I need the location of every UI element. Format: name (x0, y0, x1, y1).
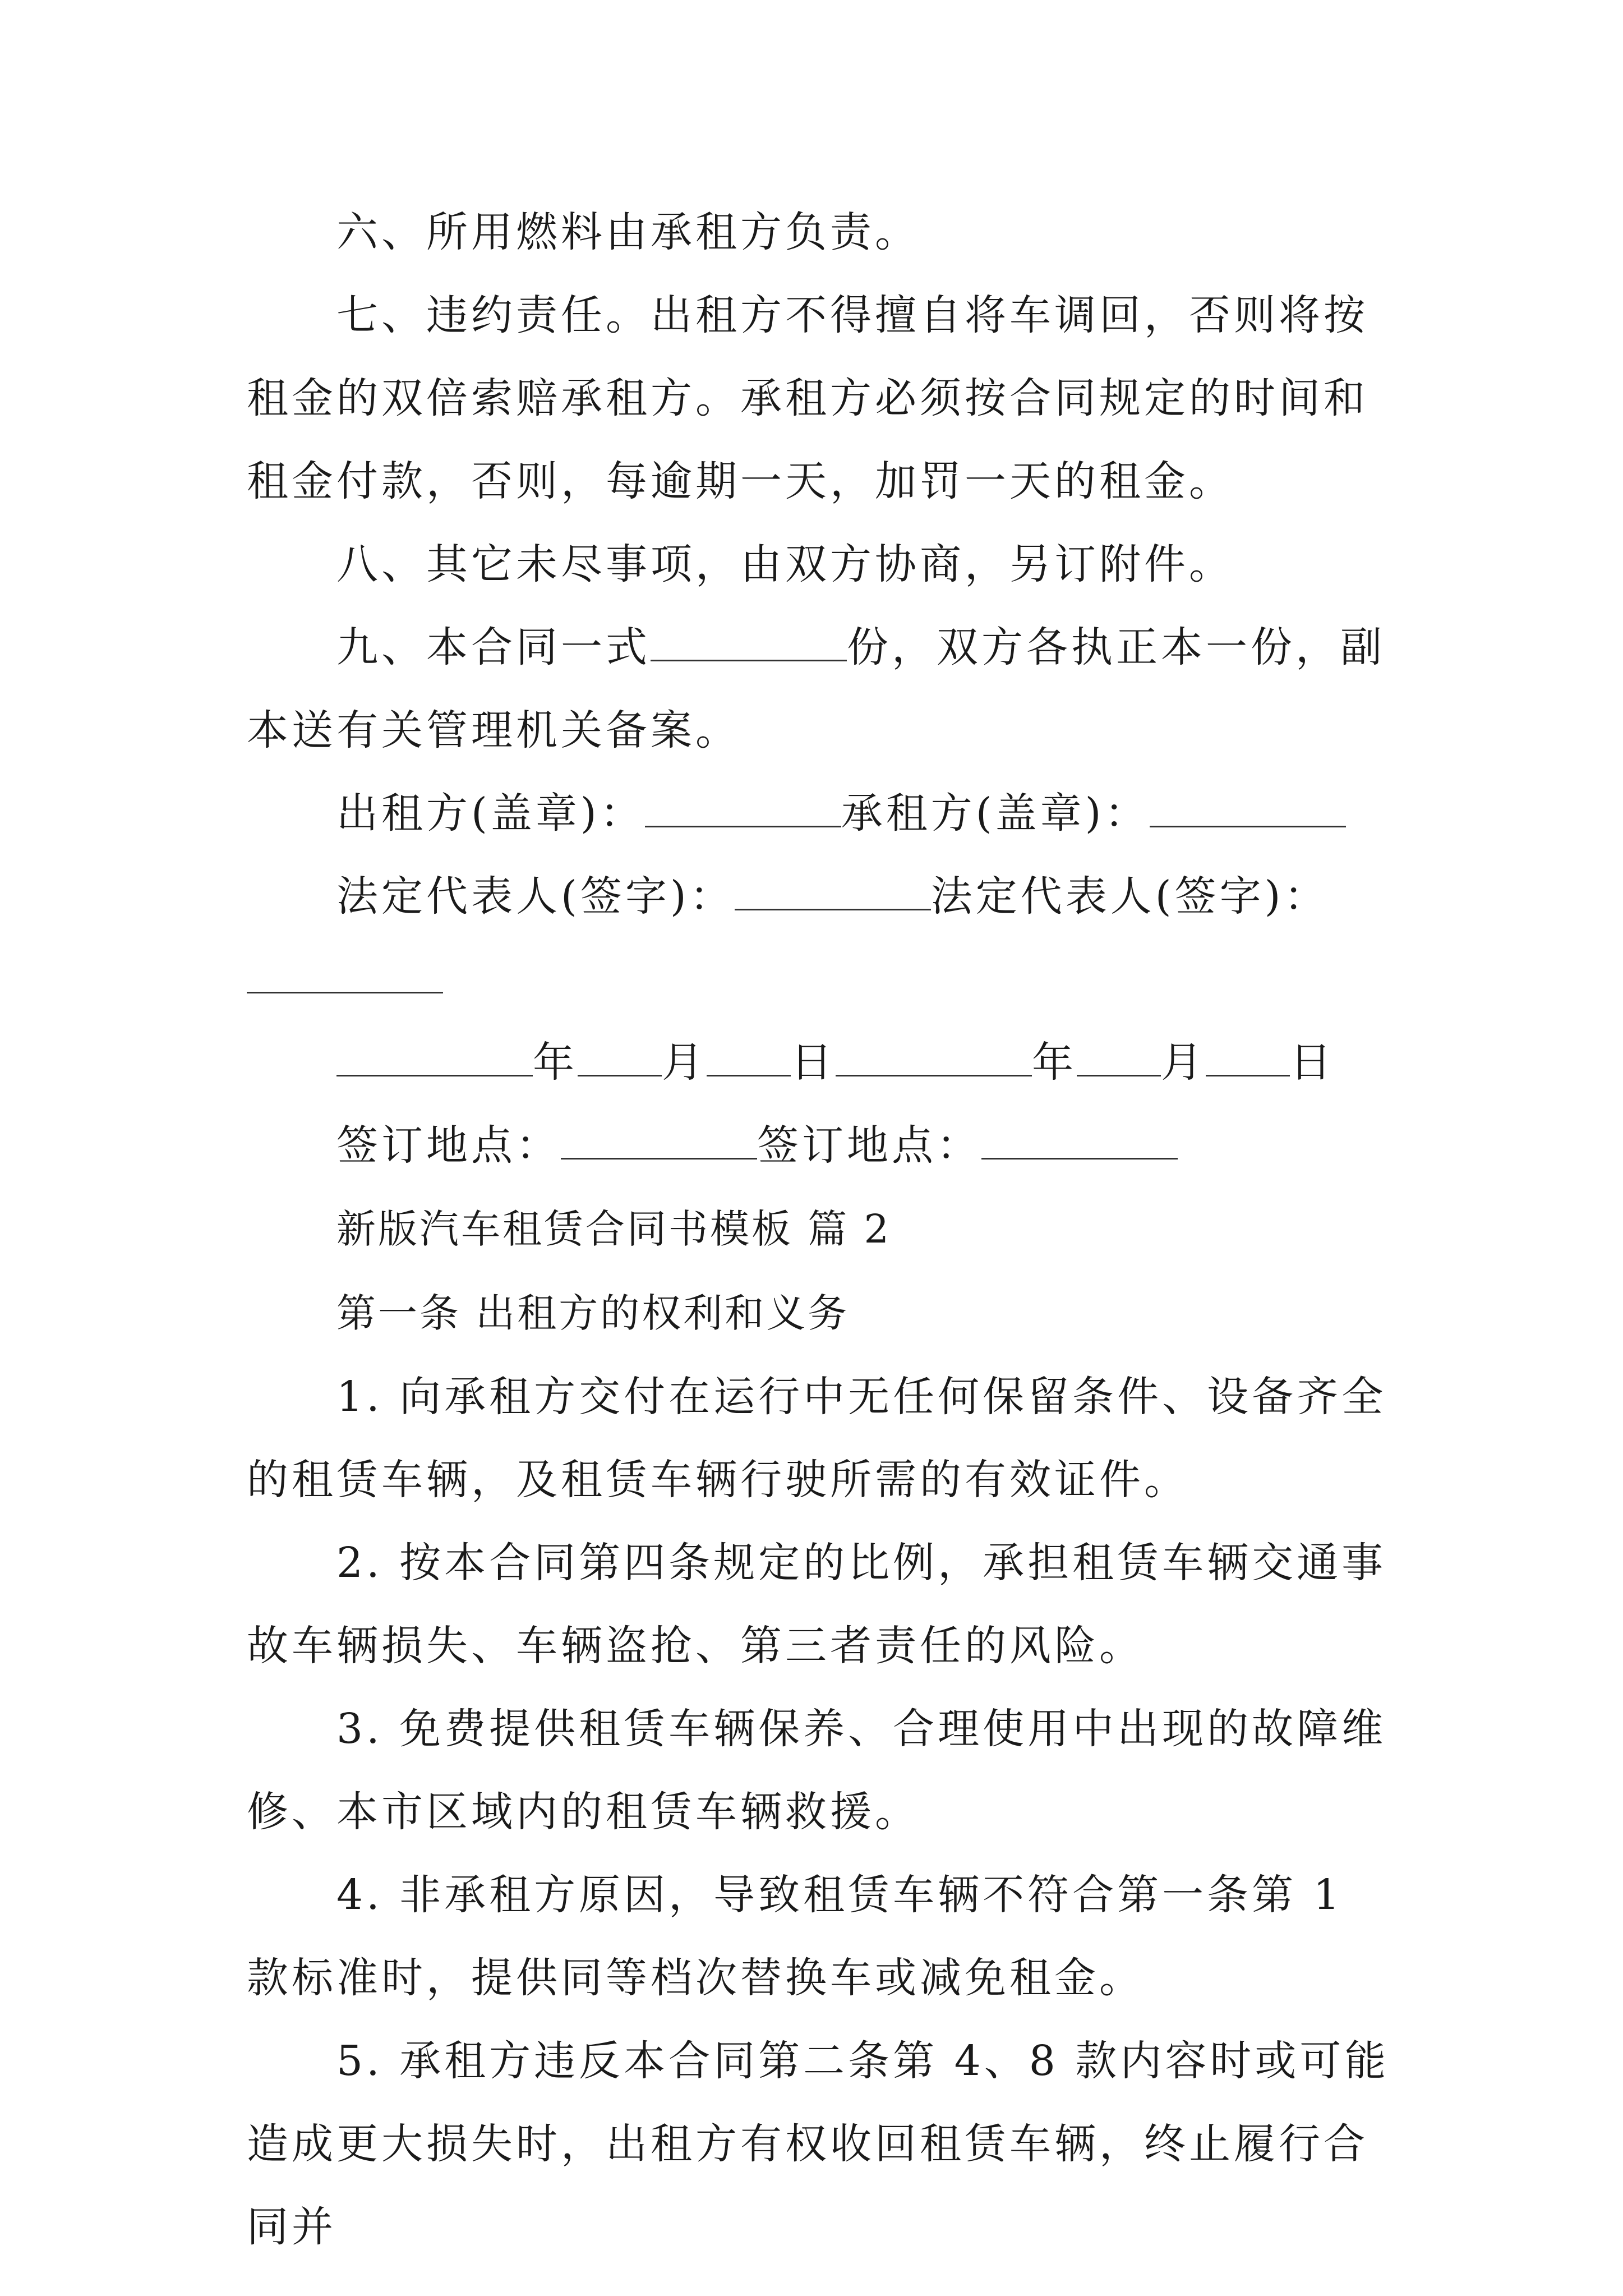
document-page (247, 191, 1391, 2269)
place-line (247, 1104, 1391, 1187)
day-label-1: 日 (791, 1038, 836, 1087)
day-blank-1 (707, 1036, 791, 1076)
month-label-2: 月 (1161, 1038, 1206, 1087)
year-blank-2 (836, 1036, 1032, 1076)
place-label-2: 签订地点： (757, 1121, 981, 1170)
year-label-1: 年 (533, 1038, 578, 1087)
lessee-rep-blank-line (247, 938, 1391, 1021)
item-5: 5. 承租方违反本合同第二条第 4、8 款内容时或可能造成更大损失时，出租方有权收回租赁车辆，终止履行合同并 (247, 2037, 1390, 2251)
lessor-seal-label: 出租方(盖章)： (336, 789, 645, 838)
lessor-rep-blank (735, 869, 931, 910)
item-3: 3. 免费提供租赁车辆保养、合理使用中出现的故障维修、本市区域内的租赁车辆救援。 (247, 1705, 1387, 1836)
year-blank-1 (336, 1036, 533, 1076)
clause-9-end: 份，双方各执正本一份，副本送有关管理机关备案。 (247, 623, 1385, 754)
month-blank-2 (1077, 1036, 1161, 1076)
seal-line (247, 772, 1391, 855)
item-2: 2. 按本合同第四条规定的比例，承担租赁车辆交通事故车辆损失、车辆盗抢、第三者责任的风险。 (247, 1539, 1387, 1670)
date-line (247, 1021, 1391, 1104)
place-blank-1 (561, 1119, 757, 1159)
lessor-rep-label: 法定代表人(签字)： (336, 872, 735, 921)
clause-6: 六、所用燃料由承租方负责。 (336, 208, 920, 256)
article-1-title: 第一条 出租方的权利和义务 (336, 1290, 850, 1336)
day-blank-2 (1206, 1036, 1290, 1076)
item-1: 1. 向承租方交付在运行中无任何保留条件、设备齐全的租赁车辆，及租赁车辆行驶所需的有效证件。 (247, 1373, 1387, 1504)
lessee-seal-blank (1150, 786, 1346, 827)
representative-line (247, 855, 1391, 938)
section-title: 新版汽车租赁合同书模板 篇 2 (336, 1206, 892, 1252)
place-blank-2 (981, 1119, 1178, 1159)
item-4: 4. 非承租方原因，导致租赁车辆不符合第一条第 1 款标准时，提供同等档次替换车或减免租金。 (247, 1871, 1343, 2002)
month-label-1: 月 (662, 1038, 707, 1087)
day-label-2: 日 (1290, 1038, 1335, 1087)
year-label-2: 年 (1032, 1038, 1077, 1087)
place-label-1: 签订地点： (336, 1121, 561, 1170)
lessor-seal-blank (645, 786, 841, 827)
lessee-rep-blank (247, 953, 443, 993)
clause-8: 八、其它未尽事项，由双方协商，另订附件。 (336, 540, 1234, 588)
clause-9-start: 九、本合同一式 (336, 623, 651, 671)
month-blank-1 (578, 1036, 662, 1076)
clause-7: 七、违约责任。出租方不得擅自将车调回，否则将按租金的双倍索赔承租方。承租方必须按合同规定的时间和租金付款，否则，每逾期一天，加罚一天的租金。 (247, 291, 1368, 505)
copies-blank (651, 620, 847, 661)
clause-9 (247, 606, 1391, 772)
lessee-rep-label: 法定代表人(签字)： (930, 872, 1329, 921)
lessee-seal-label: 承租方(盖章)： (841, 789, 1150, 838)
